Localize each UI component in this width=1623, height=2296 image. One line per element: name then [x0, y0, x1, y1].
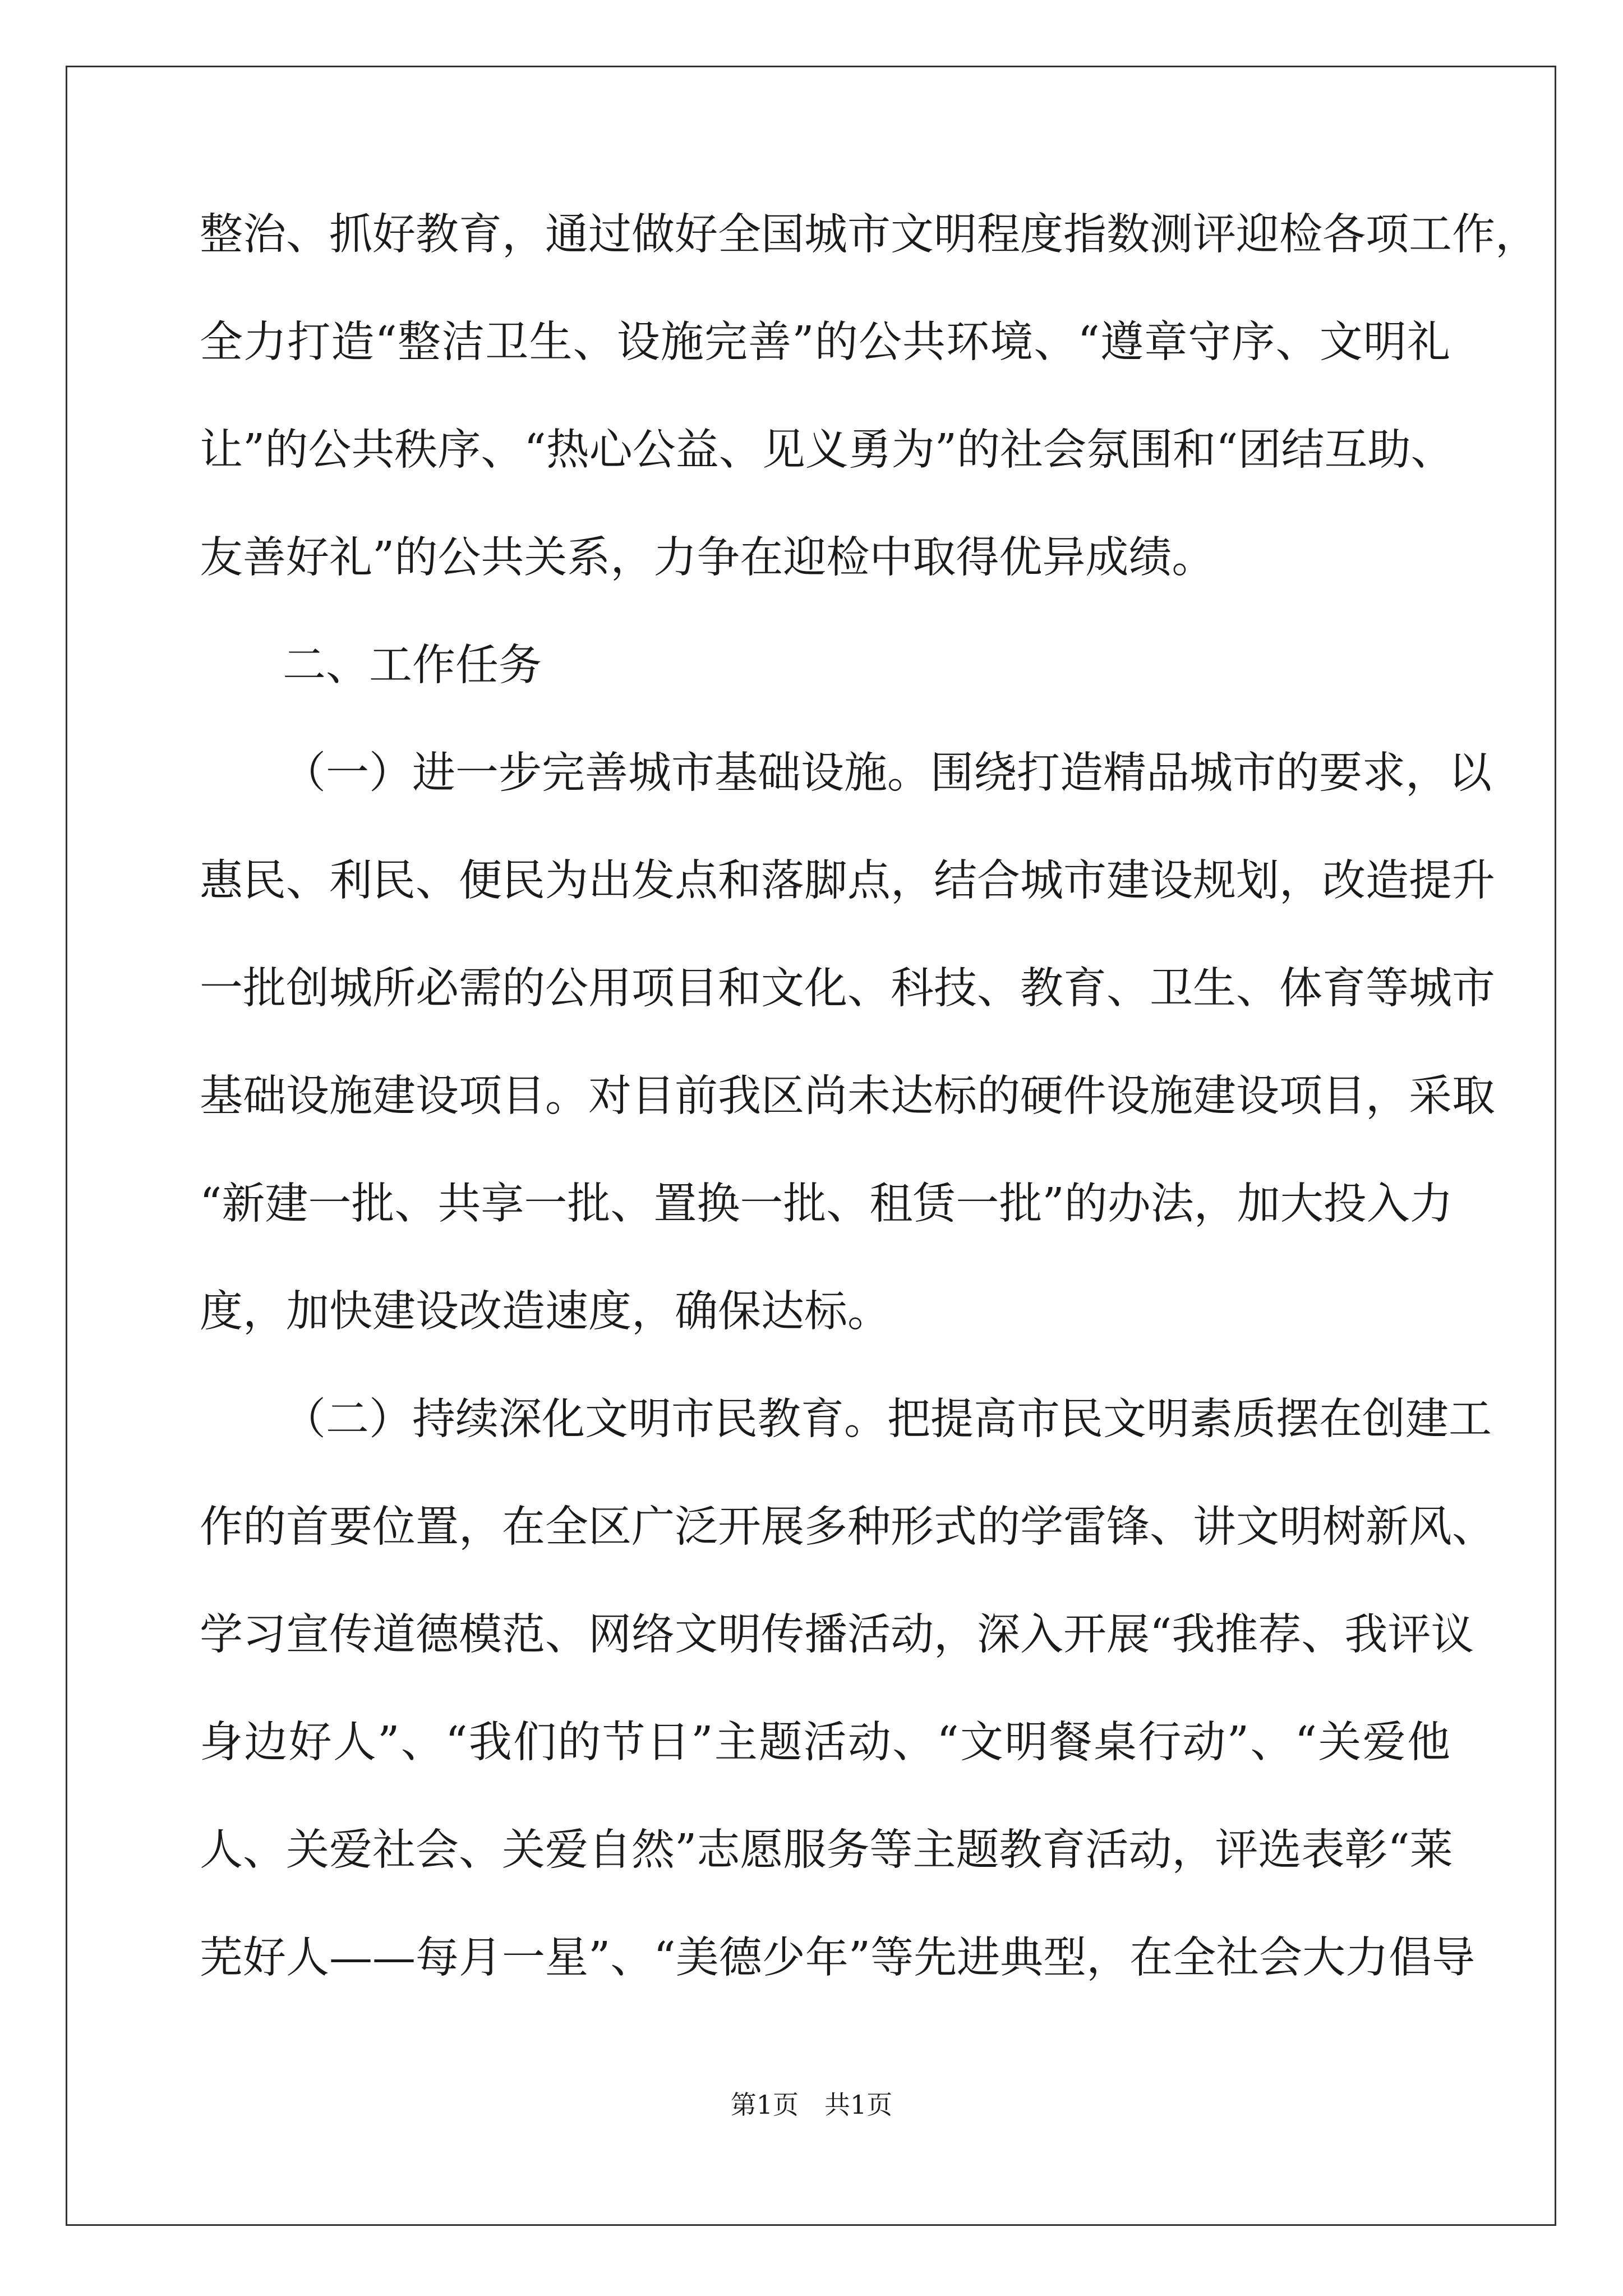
body-line-10: “新建一批、共享一批、置换一批、租赁一批”的办法，加大投入力 — [200, 1179, 1453, 1229]
body-line-11: 度，加快建设改造速度，确保达标。 — [200, 1287, 891, 1337]
body-line-6: （一）进一步完善城市基础设施。围绕打造精品城市的要求，以 — [283, 748, 1492, 798]
body-line-8: 一批创城所必需的公用项目和文化、科技、教育、卫生、体育等城市 — [200, 964, 1495, 1014]
body-line-9: 基础设施建设项目。对目前我区尚未达标的硬件设施建设项目，采取 — [200, 1071, 1495, 1121]
body-line-14: 学习宣传道德模范、网络文明传播活动，深入开展“我推荐、我评议 — [200, 1610, 1474, 1660]
body-line-16: 人、关爱社会、关爱自然”志愿服务等主题教育活动，评选表彰“莱 — [200, 1825, 1453, 1875]
body-line-3: 让”的公共秩序、“热心公益、见义勇为”的社会氛围和“团结互助、 — [200, 425, 1454, 475]
body-line-4: 友善好礼”的公共关系，力争在迎检中取得优异成绩。 — [200, 533, 1215, 583]
body-line-12: （二）持续深化文明市民教育。把提高市民文明素质摆在创建工 — [283, 1395, 1492, 1444]
body-line-15: 身边好人”、“我们的节日”主题活动、“文明餐桌行动”、“关爱他 — [200, 1718, 1450, 1768]
section-heading: 二、工作任务 — [283, 641, 542, 691]
body-line-17: 芜好人——每月一星”、“美德少年”等先进典型，在全社会大力倡导 — [200, 1933, 1476, 1983]
page-number-footer: 第1页 共1页 — [730, 2090, 893, 2120]
document-body — [200, 204, 1538, 2035]
body-line-13: 作的首要位置，在全区广泛开展多种形式的学雷锋、讲文明树新风、 — [200, 1502, 1495, 1552]
body-line-7: 惠民、利民、便民为出发点和落脚点，结合城市建设规划，改造提升 — [200, 856, 1495, 906]
body-line-1: 整治、抓好教育，通过做好全国城市文明程度指数测评迎检各项工作， — [200, 210, 1538, 260]
body-line-2: 全力打造“整洁卫生、设施完善”的公共环境、“遵章守序、文明礼 — [200, 318, 1450, 367]
